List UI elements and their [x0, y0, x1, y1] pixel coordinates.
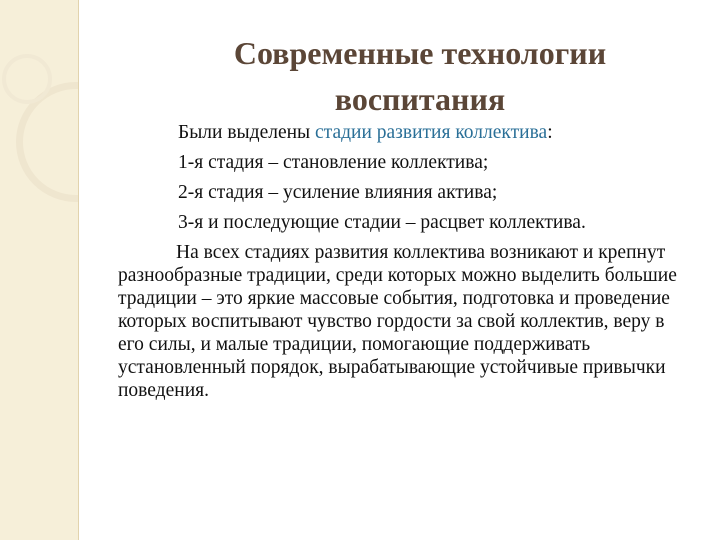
slide-title: [150, 30, 690, 122]
intro-suffix: :: [547, 122, 553, 143]
intro-prefix: Были выделены: [178, 122, 316, 143]
stage-item-2: 2-я стадия – усиление влияния актива;: [178, 182, 498, 203]
stage-item-1: 1-я стадия – становление коллектива;: [178, 152, 489, 173]
title-line-2: воспитания: [334, 81, 506, 117]
stage-item-3: 3-я и последующие стадии – расцвет коллектива.: [178, 212, 586, 233]
traditions-paragraph: На всех стадиях развития коллектива возникают и крепнут разнообразные традиции, среди которых можно выделить большие традиции – это яркие массовые события, подготовка и проведение которых воспитывают чувство гордости за свой коллектив, веру в его силы, и малые традиции, помогающие поддерживать установленный порядок, вырабатывающие устойчивые привычки поведения.: [118, 242, 677, 401]
intro-highlight: стадии развития коллектива: [315, 122, 548, 143]
decorative-side-band: [0, 0, 79, 540]
intro-line: [118, 118, 692, 148]
slide-body: [118, 118, 692, 402]
title-line-1: Современные технологии: [233, 35, 607, 71]
decorative-ring-small: [2, 54, 52, 104]
